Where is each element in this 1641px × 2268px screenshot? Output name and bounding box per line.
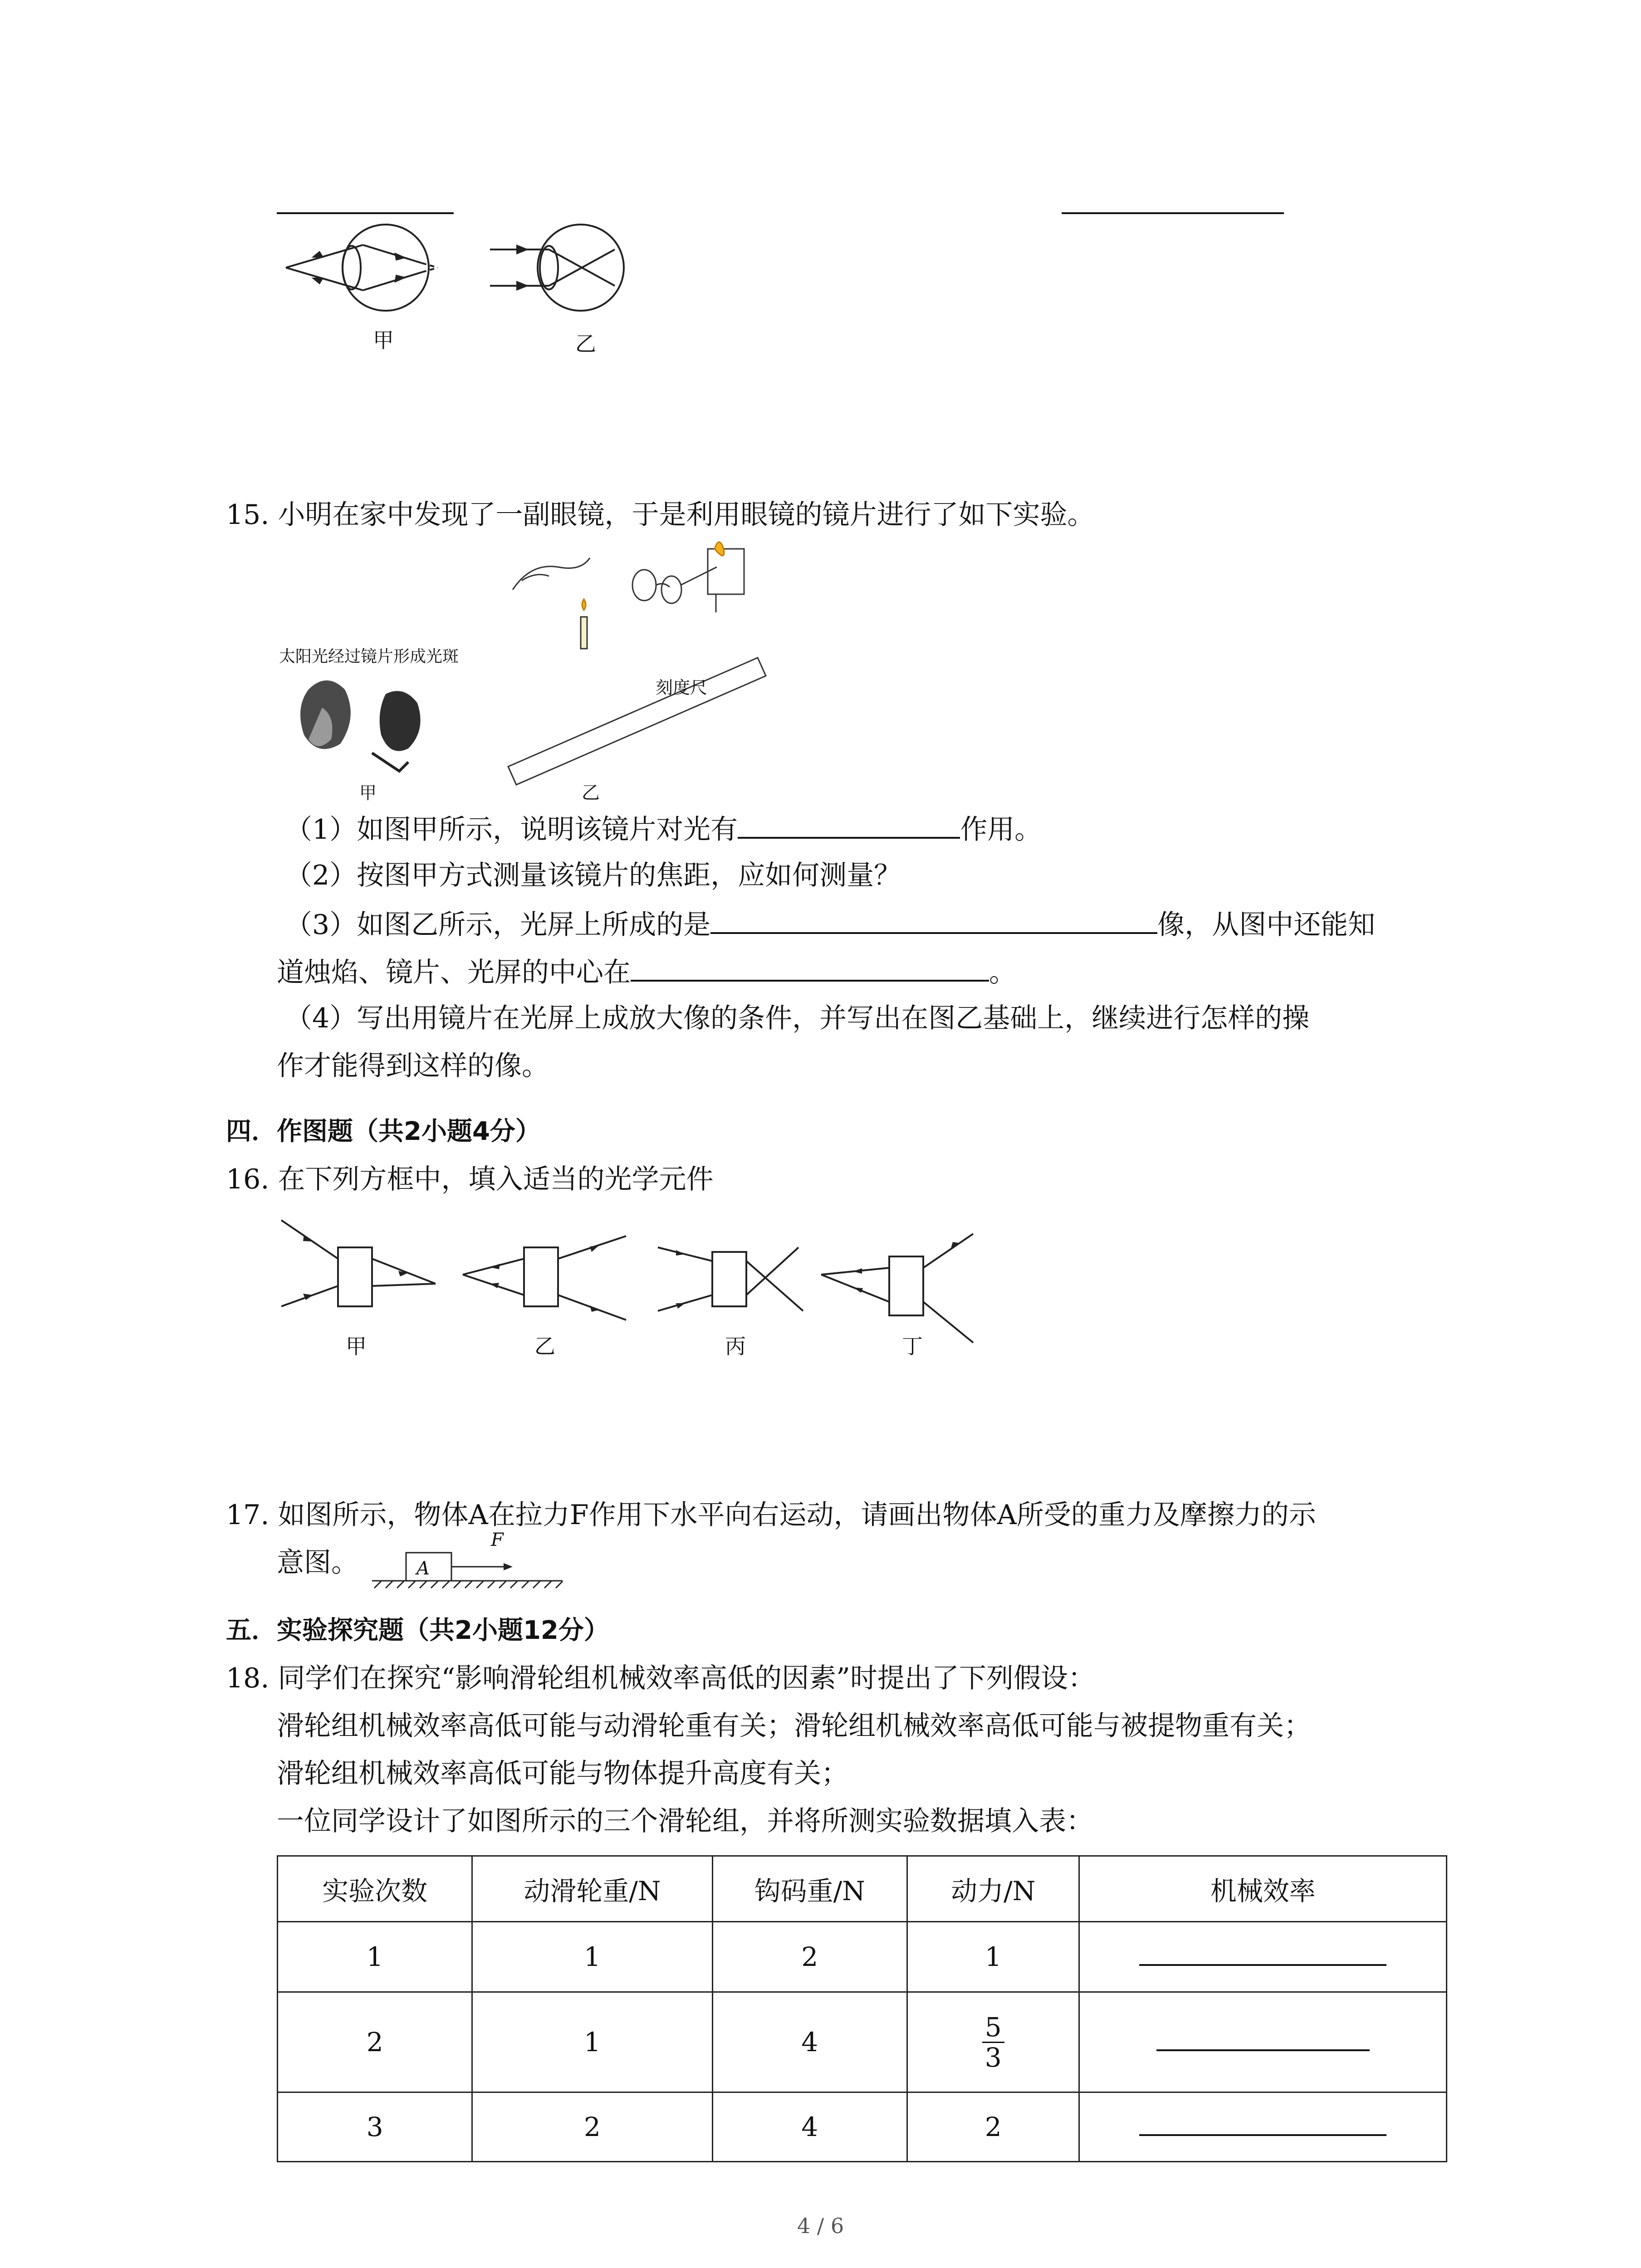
answer-blank-efficiency-1[interactable] [1139,1941,1386,1966]
q16-caption-bing: 丙 [725,1334,746,1359]
q15-part3-after: 像，从图中还能知 [1157,909,1376,941]
page-number: 4 / 6 [797,2214,844,2238]
q15-part4-line2: 作才能得到这样的像。 [277,1050,549,1082]
q15-stem: 15. 小明在家中发现了一副眼镜，于是利用眼镜的镜片进行了如下实验。 [226,499,1095,531]
q17-figure [372,1535,567,1594]
cell-force: 1 [907,1922,1079,1992]
q16-figure [277,1211,975,1356]
table-row [278,2092,1447,2162]
table-header-trial: 实验次数 [278,1856,472,1922]
answer-blank-q15-1[interactable] [738,810,960,839]
cell-trial: 1 [278,1922,472,1992]
answer-blank-top-left[interactable] [277,212,454,214]
q18-data-table [277,1855,1447,2162]
optics-box-ding [821,1234,973,1343]
q16-caption-ding: 丁 [902,1334,923,1359]
q15-part2-text: （2）按图甲方式测量该镜片的焦距，应如何测量？ [285,860,901,891]
eye-diagram-left [286,225,438,311]
q15-caption-left: 甲 [359,783,377,803]
eye-diagram-figure [272,218,644,340]
optics-box-yi [463,1236,626,1320]
q15-part1-after: 作用。 [960,814,1042,846]
cell-trial: 3 [278,2092,472,2162]
q18-line1: 18. 同学们在探究“影响滑轮组机械效率高低的因素”时提出了下列假设： [226,1662,1095,1694]
q15-part1-before: （1）如图甲所示，说明该镜片对光有 [285,814,738,846]
cell-efficiency [1079,1992,1447,2092]
cell-force [907,1992,1079,2092]
ruler-label: 刻度尺 [656,678,708,698]
eye-caption-right: 乙 [575,332,596,356]
cell-efficiency [1079,2092,1447,2162]
q15-part3-line2-after: 。 [989,957,1016,988]
table-header-row [278,1856,1447,1922]
cell-weight: 4 [712,2092,907,2162]
photo-label: 太阳光经过镜片形成光斑 [279,647,459,666]
fraction [982,2013,1004,2072]
q18-line3: 滑轮组机械效率高低可能与物体提升高度有关； [277,1758,848,1789]
q16-stem: 16. 在下列方框中，填入适当的光学元件 [226,1163,714,1195]
cell-weight: 4 [712,1992,907,2092]
table-header-pulley: 动滑轮重/N [472,1856,712,1922]
cell-force: 2 [907,2092,1079,2162]
answer-blank-q15-3a[interactable] [710,905,1157,934]
answer-blank-efficiency-3[interactable] [1139,2112,1386,2136]
answer-blank-efficiency-2[interactable] [1156,2027,1370,2051]
optical-bench [513,542,744,649]
q16-caption-yi: 乙 [534,1334,555,1359]
cell-pulley: 1 [472,1992,712,2092]
answer-blank-q15-3b[interactable] [631,953,989,982]
eye-caption-left: 甲 [373,328,394,352]
cell-trial: 2 [278,1992,472,2092]
eye-diagram-right [490,225,624,311]
q15-caption-right: 乙 [582,782,600,803]
q15-part4-line1: （4）写出用镜片在光屏上成放大像的条件，并写出在图乙基础上，继续进行怎样的操 [285,1002,1310,1034]
q15-part3-before: （3）如图乙所示，光屏上所成的是 [285,909,711,941]
cell-pulley: 2 [472,2092,712,2162]
fraction-denominator: 3 [985,2042,1002,2073]
cell-pulley: 1 [472,1922,712,1992]
answer-blank-top-right[interactable] [1062,212,1284,214]
q15-part3-text [285,905,1375,943]
q15-part3-line2 [277,953,1016,991]
q16-caption-jia: 甲 [346,1334,367,1359]
q18-line2: 滑轮组机械效率高低可能与动滑轮重有关；滑轮组机械效率高低可能与被提物重有关； [277,1710,1311,1742]
cell-efficiency [1079,1922,1447,1992]
table-header-force: 动力/N [907,1856,1079,1922]
q15-part1-text [285,810,1042,848]
force-arrow-f [451,1563,513,1570]
ruler [508,658,766,785]
table-row [278,1992,1447,2092]
fraction-numerator: 5 [982,2013,1004,2043]
section5-title: 五．实验探究题（共2小题12分） [226,1616,609,1645]
ground-surface [372,1581,563,1588]
table-header-efficiency: 机械效率 [1079,1856,1447,1922]
q17-line1: 17. 如图所示，物体A在拉力F作用下水平向右运动，请画出物体A所受的重力及摩擦力的示 [226,1499,1316,1531]
q17-line2: 意图。 [277,1547,358,1579]
q18-line4: 一位同学设计了如图所示的三个滑轮组，并将所测实验数据填入表： [277,1805,1093,1837]
optics-box-jia [281,1220,436,1306]
q15-part3-line2-before: 道烛焰、镜片、光屏的中心在 [277,957,631,988]
cell-weight: 2 [712,1922,907,1992]
table-row [278,1922,1447,1992]
table-header-weight: 钩码重/N [712,1856,907,1922]
optics-box-bing [658,1247,803,1311]
block-a-label: A [416,1558,430,1579]
force-f-label: F [491,1530,504,1550]
section4-title: 四．作图题（共2小题4分） [226,1117,541,1146]
